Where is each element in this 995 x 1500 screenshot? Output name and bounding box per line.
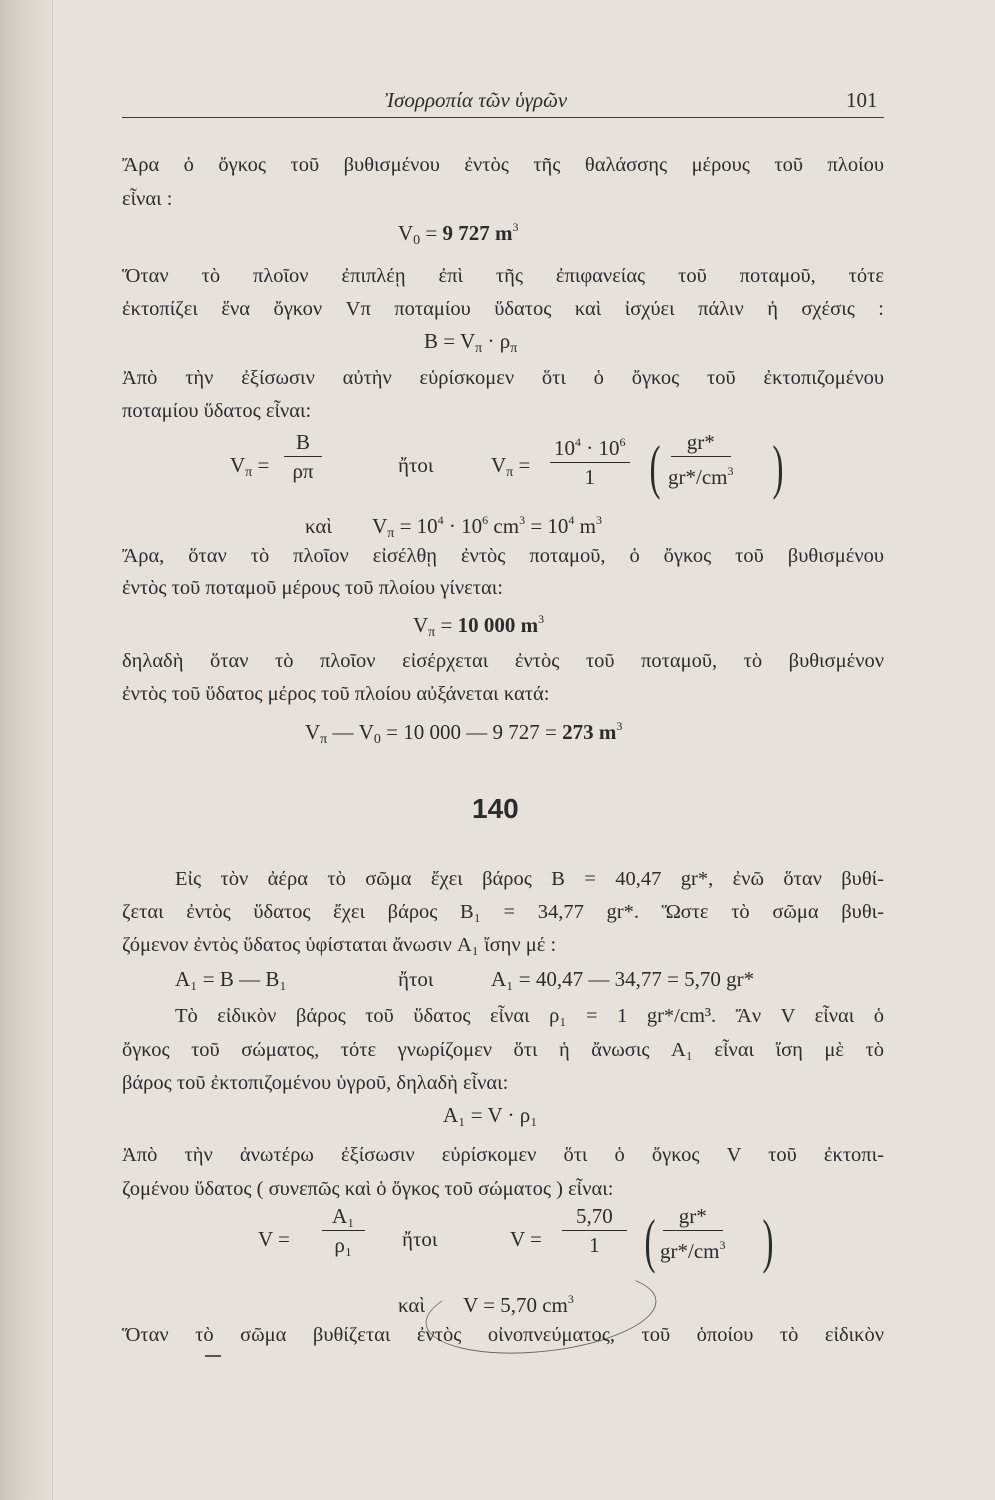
equation-difference: $V_\pi$ — $V_0 = 10$ 000 — 9 727 = 273 $m^3$	[305, 719, 623, 747]
paragraph-line: Ὅταν τὸ πλοῖον ἐπιπλέῃ ἐπὶ τῆς ἐπιφανείας τοῦ ποταμοῦ, τότε	[122, 265, 884, 287]
header-rule	[122, 117, 884, 118]
paragraph-line: Εἰς τὸν ἀέρα τὸ σῶμα ἔχει βάρος B = 40,47 gr*, ἐνῶ ὅταν βυθί-	[175, 868, 884, 890]
paragraph-line: Ἀπὸ τὴν ἐξίσωσιν αὐτὴν εὑρίσκομεν ὅτι ὁ ὄγκος τοῦ ἐκτοπιζομένου	[122, 367, 884, 389]
equation-kai-2: καὶ V = 5,70 $cm^3$	[398, 1292, 574, 1317]
left-paren: (	[649, 434, 661, 500]
fraction: $\frac{B}{\rho\pi}$	[284, 430, 322, 483]
paragraph-line: ποταμίου ὕδατος εἶναι:	[122, 400, 312, 422]
problem-number: 140	[472, 793, 519, 824]
equation-vpi: $V_\pi = 10$ 000 $m^3$	[413, 612, 545, 640]
paragraph-line: Ἄρα, ὅταν τὸ πλοῖον εἰσέλθῃ ἐντὸς ποταμοῦ, ὁ ὄγκος τοῦ βυθισμένου	[122, 545, 884, 567]
fraction: $\frac{\text{A₁}}{\text{ρ₁}}$	[322, 1204, 365, 1257]
paragraph-line: ἐντὸς τοῦ ποταμοῦ μέρους τοῦ πλοίου γίνεται:	[122, 577, 503, 599]
fraction: $\frac{10^4 \cdot 10^6}{1}$	[550, 430, 630, 489]
equation-buoyancy: $B = V_\pi \cdot \rho_\pi$	[424, 329, 518, 356]
running-header-title: Ἰσορροπία τῶν ὑγρῶν	[385, 88, 568, 112]
equation-a1-v: A₁ = V · ρ₁	[443, 1103, 538, 1127]
book-page: Ἰσορροπία τῶν ὑγρῶν 101 Ἄρα ὁ ὄγκος τοῦ βυθισμένου ἐντὸς τῆς θαλάσσης μέρους τοῦ πλοίου εἶναι : $V_0 = 9$ 727 $m^3$ Ὅταν τὸ πλοῖον ἐπιπλέῃ ἐπὶ τῆς ἐπιφανείας τοῦ ποταμοῦ, τότε ἐκτοπίζει ἕνα ὄγκον Vπ ποταμίου ὕδατος καὶ ἰσχύει πάλιν ἡ σχέσις : $B = V_\pi \cdot \rho_\pi$ Ἀπὸ τὴν ἐξίσωσιν αὐτὴν εὑρίσκομεν ὅτι ὁ ὄγκος τοῦ ἐκτοπιζομένου ποταμίου ὕδατος εἶναι: $V_\pi$ = $\frac{B}{\rho\pi}$ ἤτοι $V_\pi$ = $\frac{10^4 \cdot 10^6}{1}$ ( $\frac{gr*}{gr*/cm^3}$ ) καὶ $V_\pi = 10^4 \cdot 10^6$ $cm^3 = 10^4$ $m^3$ Ἄρα, ὅταν τὸ πλοῖον εἰσέλθῃ ἐντὸς ποταμοῦ, ὁ ὄγκος τοῦ βυθισμένου ἐντὸς τοῦ ποταμοῦ μέρους τοῦ πλοίου γίνεται: $V_\pi = 10$ 000 $m^3$ δηλαδὴ ὅταν τὸ πλοῖον εἰσέρχεται ἐντὸς τοῦ ποταμοῦ, τὸ βυθισμένον ἐντὸς τοῦ ὕδατος μέρος τοῦ πλοίου αὐξάνεται κατά: $V_\pi$ — $V_0 = 10$ 000 — 9 727 = 273 $m^3$ 140 Εἰς τὸν ἀέρα τὸ σῶμα ἔχει βάρος B = 40,47 gr*, ἐνῶ ὅταν βυθί- ζεται ἐντὸς ὕδατος ἔχει βάρος B₁ = 34,77 gr*. Ὥστε τὸ σῶμα βυθι- ζόμενον ἐντὸς ὕδατος ὑφίσταται ἄνωσιν A₁ ἴσην μέ : A₁ = B — B₁ ἤτοι A₁ = 40,47 — 34,77 = 5,70 gr* Τὸ εἰδικὸν βάρος τοῦ ὕδατος εἶναι ρ₁ = 1 gr*/cm³. Ἄν V εἶναι ὁ ὄγκος τοῦ σώματος, τότε γνωρίζομεν ὅτι ἡ ἄνωσις A₁ εἶναι ἴση μὲ τὸ βάρος τοῦ ἐκτοπιζομένου ὑγροῦ, δηλαδὴ εἶναι: A₁ = V · ρ₁ Ἀπὸ τὴν ἀνωτέρω ἐξίσωσιν εὑρίσκομεν ὅτι ὁ ὄγκος V τοῦ ἐκτοπι- ζομένου ὕδατος ( συνεπῶς καὶ ὁ ὄγκος τοῦ σώματος ) εἶναι: V = $\frac{\text{A₁}}{\text{ρ₁}}$ ἤτοι V = $\frac{5,70}{1}$ ( $\frac{gr*}{gr*/cm^3}$ ) καὶ V = 5,70 $cm^3$ Ὅταν τὸ σῶμα βυθίζεται ἐντὸς οἰνοπνεύματος, τοῦ ὁποίου τὸ εἰδικὸν	[0, 0, 995, 1500]
paragraph-line: Ἄρα ὁ ὄγκος τοῦ βυθισμένου ἐντὸς τῆς θαλάσσης μέρους τοῦ πλοίου	[122, 154, 884, 176]
right-paren: )	[772, 434, 784, 500]
equation-v0: $V_0 = 9$ 727 $m^3$	[398, 220, 519, 248]
paragraph-line: ζομένου ὕδατος ( συνεπῶς καὶ ὁ ὄγκος τοῦ σώματος ) εἶναι:	[122, 1178, 614, 1200]
equation-kai-1: καὶ $V_\pi = 10^4 \cdot 10^6$ $cm^3 = 10^4$ $m^3$	[305, 513, 602, 541]
paragraph-line: ζόμενον ἐντὸς ὕδατος ὑφίσταται ἄνωσιν A₁ ἴσην μέ :	[122, 934, 557, 956]
right-paren: )	[762, 1208, 774, 1274]
paragraph-line: Ὅταν τὸ σῶμα βυθίζεται ἐντὸς οἰνοπνεύματος, τοῦ ὁποίου τὸ εἰδικὸν	[122, 1324, 884, 1346]
paragraph-line: ὄγκος τοῦ σώματος, τότε γνωρίζομεν ὅτι ἡ ἄνωσις A₁ εἶναι ἴση μὲ τὸ	[122, 1039, 884, 1061]
page-number: 101	[846, 88, 878, 112]
pen-mark	[205, 1355, 221, 1357]
paragraph-line: δηλαδὴ ὅταν τὸ πλοῖον εἰσέρχεται ἐντὸς τοῦ ποταμοῦ, τὸ βυθισμένον	[122, 650, 884, 672]
left-paren: (	[644, 1208, 656, 1274]
paragraph-line: Τὸ εἰδικὸν βάρος τοῦ ὕδατος εἶναι ρ₁ = 1 gr*/cm³. Ἄν V εἶναι ὁ	[175, 1005, 884, 1027]
paragraph-line: ἐκτοπίζει ἕνα ὄγκον Vπ ποταμίου ὕδατος καὶ ἰσχύει πάλιν ἡ σχέσις :	[122, 298, 884, 320]
paragraph-line: βάρος τοῦ ἐκτοπιζομένου ὑγροῦ, δηλαδὴ εἶναι:	[122, 1072, 509, 1094]
paragraph-line: ἐντὸς τοῦ ὕδατος μέρος τοῦ πλοίου αὐξάνεται κατά:	[122, 683, 550, 705]
fraction: $\frac{5,70}{1}$	[562, 1204, 627, 1257]
paragraph-line: Ἀπὸ τὴν ἀνωτέρω ἐξίσωσιν εὑρίσκομεν ὅτι ὁ ὄγκος V τοῦ ἐκτοπι-	[122, 1144, 884, 1166]
unit-fraction: $\frac{gr*}{gr*/cm^3}$	[660, 1204, 726, 1263]
paragraph-line: ζεται ἐντὸς ὕδατος ἔχει βάρος B₁ = 34,77 gr*. Ὥστε τὸ σῶμα βυθι-	[122, 901, 884, 923]
unit-fraction: $\frac{gr*}{gr*/cm^3}$	[668, 430, 734, 489]
paragraph-line: εἶναι :	[122, 188, 173, 210]
